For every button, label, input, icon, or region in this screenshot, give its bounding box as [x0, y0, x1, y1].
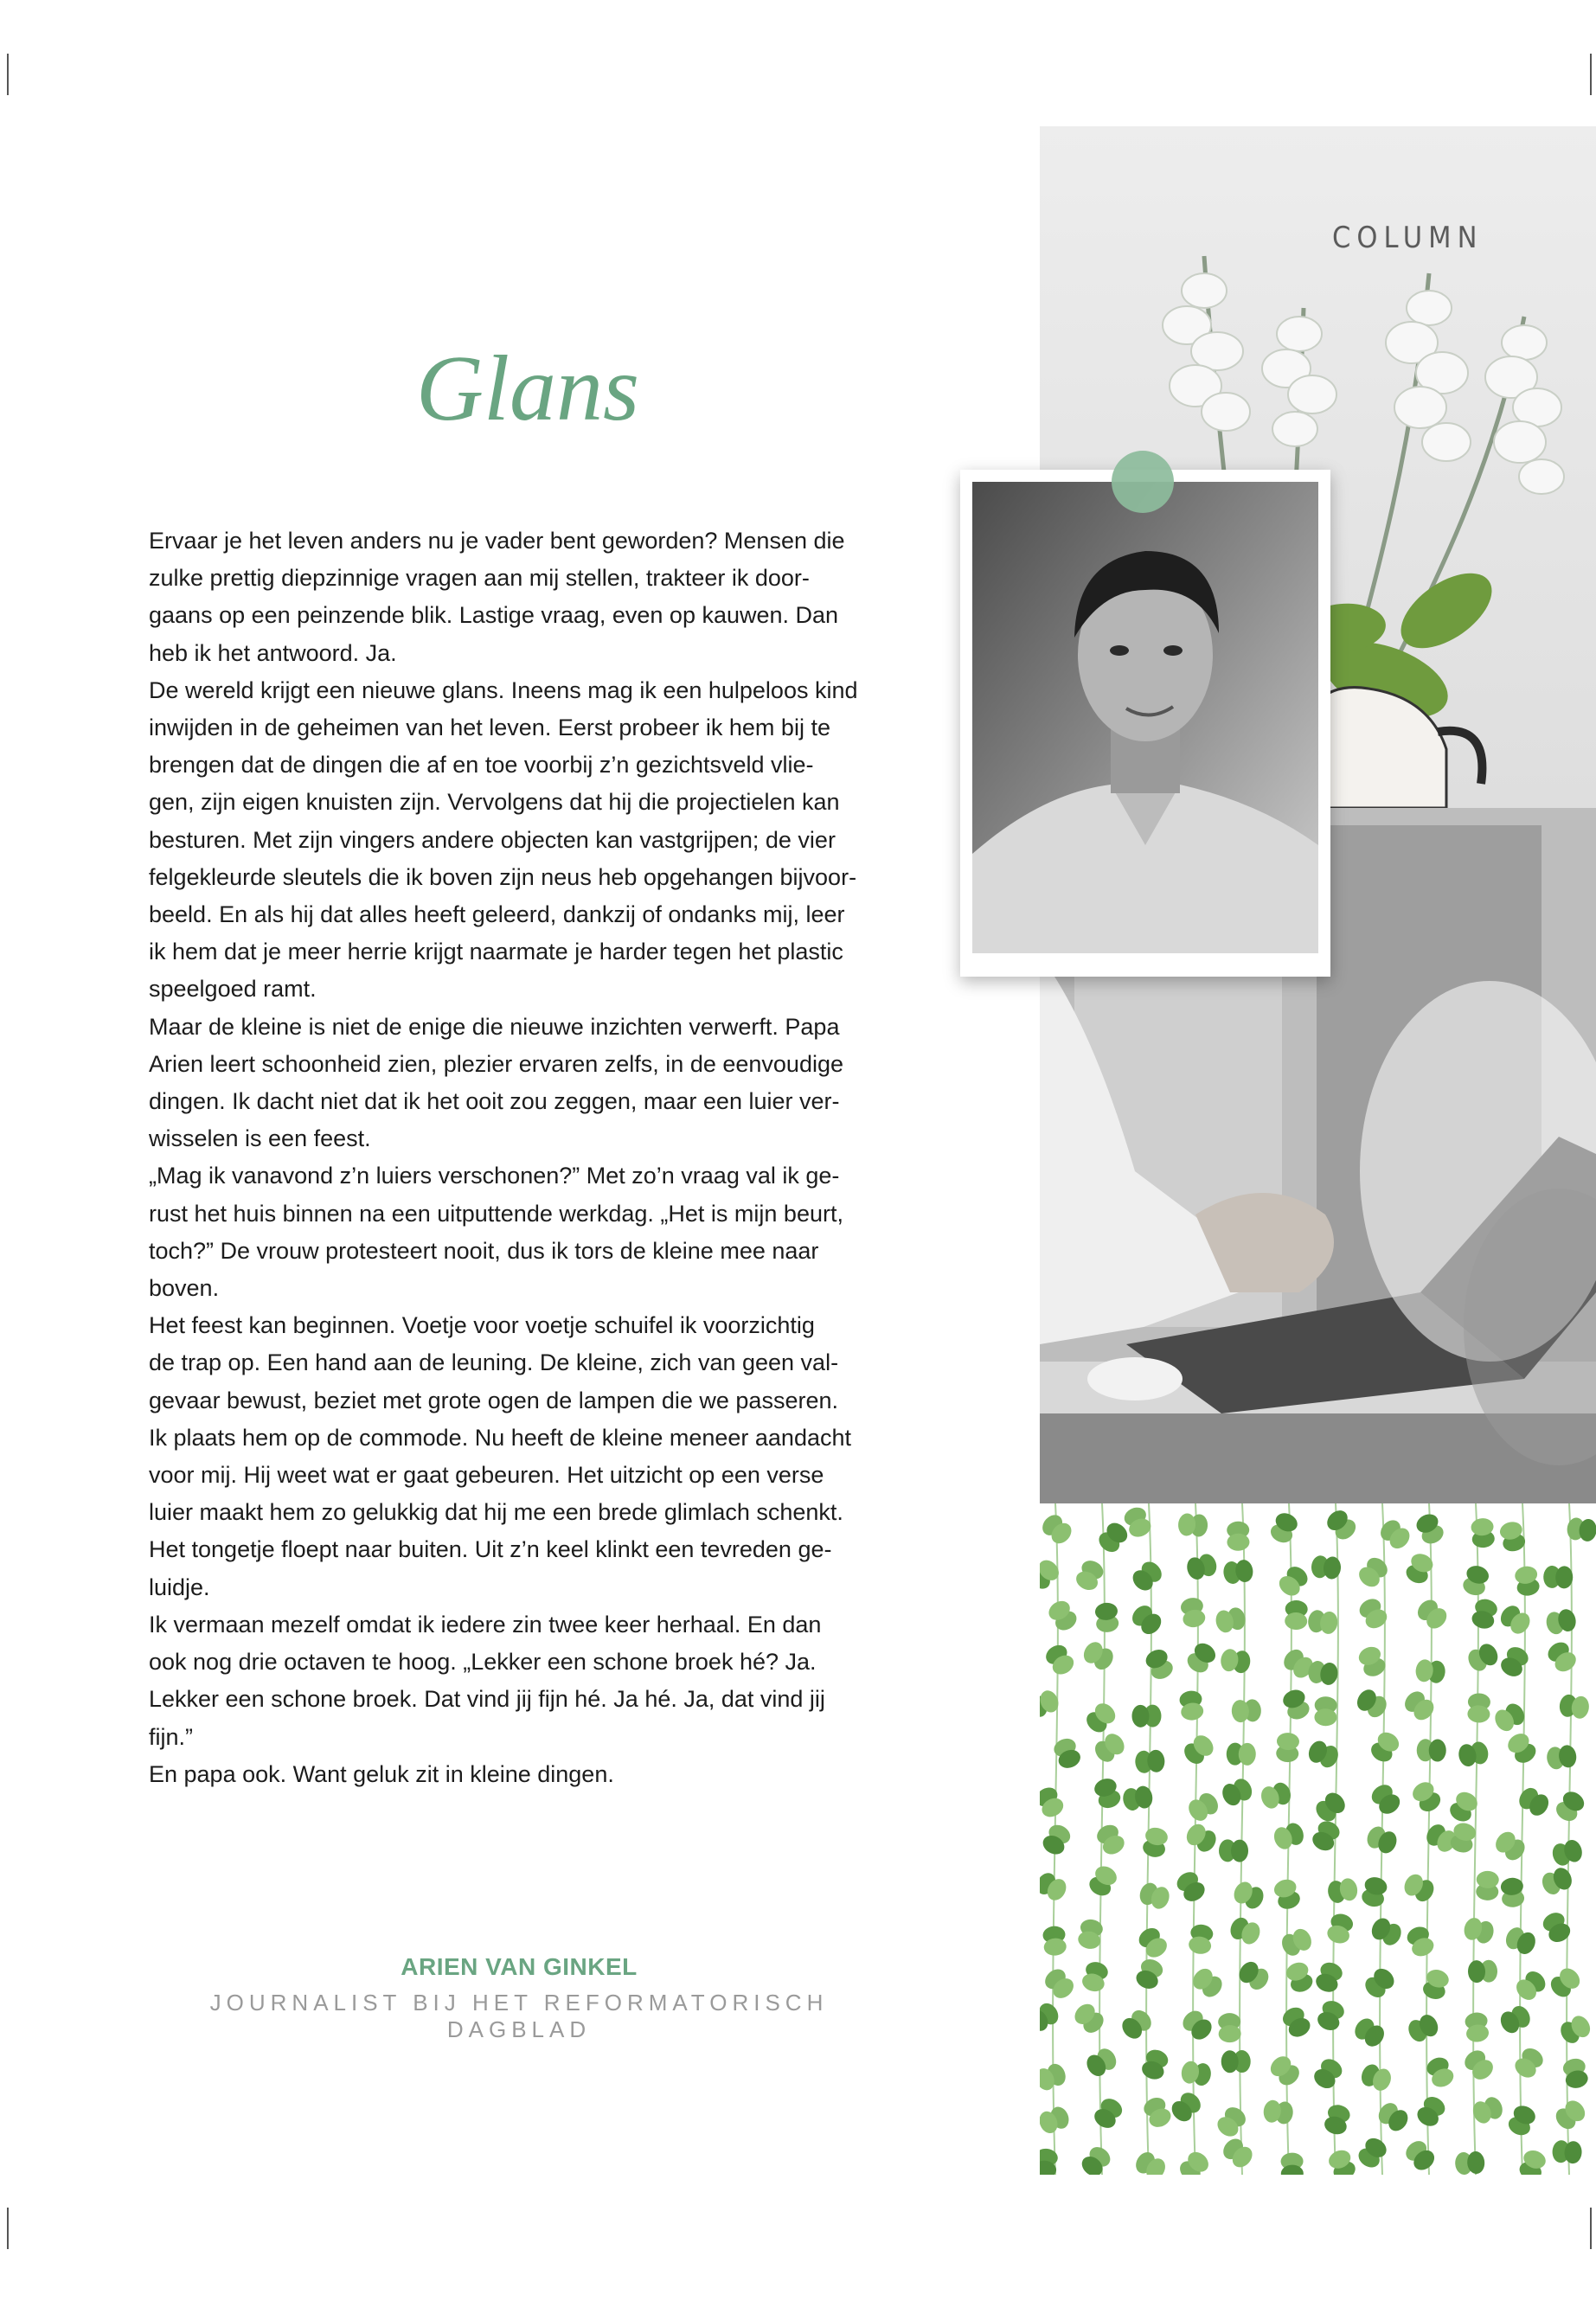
article-paragraph — [149, 1756, 900, 1793]
text-line: gaans op een peinzende blik. Lastige vraag, even op kauwen. Dan — [149, 602, 839, 629]
text-line: toch?” De vrouw protesteert nooit, dus ik tors de kleine mee naar — [149, 1237, 819, 1264]
article-paragraph — [149, 1606, 900, 1756]
article-paragraph — [149, 672, 900, 1009]
text-line: Ik vermaan mezelf omdat ik iedere zin twee keer herhaal. En dan — [149, 1611, 822, 1638]
text-line: dingen. Ik dacht niet dat ik het ooit zou zeggen, maar een luier ver- — [149, 1088, 840, 1115]
text-line: De wereld krijgt een nieuwe glans. Ineens mag ik een hulpeloos kind — [149, 676, 858, 703]
text-line: Ik plaats hem op de commode. Nu heeft de kleine meneer aandacht — [149, 1424, 851, 1451]
article-paragraph — [149, 1157, 900, 1307]
text-line: boven. — [149, 1275, 220, 1302]
section-label: COLUMN — [1332, 221, 1484, 255]
text-line: fijn.” — [149, 1723, 194, 1750]
leaf-pattern — [1040, 1503, 1596, 2175]
text-line: ik hem dat je meer herrie krijgt naarmate je harder tegen het plastic — [149, 939, 843, 965]
text-line: gen, zijn eigen knuisten zijn. Vervolgens dat hij die projectielen kan — [149, 789, 840, 816]
crop-mark-top-left — [7, 54, 9, 95]
text-line: Lekker een schone broek. Dat vind jij fijn hé. Ja hé. Ja, dat vind jij — [149, 1686, 825, 1713]
author-name: ARIEN VAN GINKEL — [401, 1953, 638, 1980]
text-line: wisselen is een feest. — [149, 1125, 371, 1152]
text-line: felgekleurde sleutels die ik boven zijn neus heb opgehangen bijvoor- — [149, 863, 857, 890]
text-line: luier maakt hem zo gelukkig dat hij me een brede glimlach schenkt. — [149, 1499, 843, 1526]
text-line: En papa ook. Want geluk zit in kleine dingen. — [149, 1760, 614, 1787]
author-role: JOURNALIST BIJ HET REFORMATORISCH DAGBLAD — [209, 1990, 829, 2042]
article-body — [149, 522, 900, 1793]
author-portrait-photo — [972, 482, 1318, 953]
article-paragraph — [149, 1009, 900, 1158]
crop-mark-bottom-left — [7, 2208, 9, 2249]
text-line: speelgoed ramt. — [149, 976, 317, 1003]
text-line: de trap op. Een hand aan de leuning. De kleine, zich van geen val- — [149, 1349, 839, 1376]
article-paragraph — [149, 522, 900, 672]
crop-mark-top-right — [1590, 54, 1592, 95]
text-line: zulke prettig diepzinnige vragen aan mij stellen, trakteer ik door- — [149, 565, 810, 592]
text-line: luidje. — [149, 1574, 210, 1600]
article-paragraph — [149, 1307, 900, 1606]
text-line: heb ik het antwoord. Ja. — [149, 639, 397, 666]
text-line: ook nog drie octaven te hoog. „Lekker een schone broek hé? Ja. — [149, 1649, 817, 1676]
decorative-dot — [1112, 451, 1174, 513]
text-line: Ervaar je het leven anders nu je vader bent geworden? Mensen die — [149, 528, 845, 554]
text-line: gevaar bewust, beziet met grote ogen de lampen die we passeren. — [149, 1387, 838, 1413]
text-line: brengen dat de dingen die af en toe voorbij z’n gezichtsveld vlie- — [149, 752, 814, 779]
text-line: voor mij. Hij weet wat er gaat gebeuren. Het uitzicht op een verse — [149, 1462, 824, 1489]
text-line: beeld. En als hij dat alles heeft geleerd, dankzij of ondanks mij, leer — [149, 901, 845, 928]
text-line: inwijden in de geheimen van het leven. Eerst probeer ik hem bij te — [149, 715, 830, 741]
text-line: Maar de kleine is niet de enige die nieuwe inzichten verwerft. Papa — [149, 1013, 840, 1040]
text-line: Arien leert schoonheid zien, plezier ervaren zelfs, in de eenvoudige — [149, 1050, 843, 1077]
article-title: Glans — [415, 337, 640, 440]
crop-mark-bottom-right — [1590, 2208, 1592, 2249]
text-line: „Mag ik vanavond z’n luiers verschonen?” Met zo’n vraag val ik ge- — [149, 1163, 840, 1189]
text-line: rust het huis binnen na een uitputtende werkdag. „Het is mijn beurt, — [149, 1200, 843, 1227]
text-line: besturen. Met zijn vingers andere objecten kan vastgrijpen; de vier — [149, 826, 836, 853]
text-line: Het tongetje floept naar buiten. Uit z’n keel klinkt een tevreden ge- — [149, 1536, 832, 1563]
author-portrait-frame — [960, 470, 1330, 977]
text-line: Het feest kan beginnen. Voetje voor voetje schuifel ik voorzichtig — [149, 1312, 815, 1339]
